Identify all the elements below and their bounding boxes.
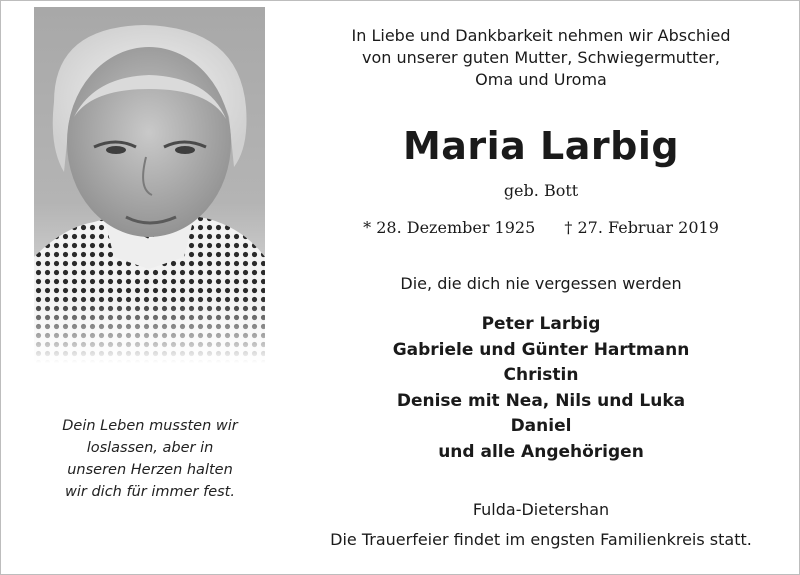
place-name: Fulda-Dietershan [472,500,610,519]
intro-text [291,25,791,91]
intro-line: von unserer guten Mutter, Schwiegermutter, [362,48,720,67]
quote-line: loslassen, aber in [86,440,214,456]
mourner-name: und alle Angehörigen [438,441,644,462]
birth-name: geb. Bott [503,181,579,200]
quote-text [21,415,279,503]
ceremony-note: Die Trauerfeier findet im engsten Familienkreis statt. [330,530,752,549]
birth-date: * 28. Dezember 1925 [363,218,536,237]
life-dates [291,218,791,237]
deceased-name: Maria Larbig [402,124,680,168]
mourners-intro: Die, die dich nie vergessen werden [400,274,682,293]
quote-line: unseren Herzen halten [67,462,233,478]
intro-line: In Liebe und Dankbarkeit nehmen wir Abschied [351,26,731,45]
intro-line: Oma und Uroma [475,70,607,89]
mourners-list [291,312,791,465]
mourner-name: Peter Larbig [481,314,601,334]
quote-line: Dein Leben mussten wir [62,418,238,434]
portrait-photo [34,7,265,363]
mourner-name: Denise mit Nea, Nils und Luka [396,390,686,411]
mourner-name: Gabriele und Günter Hartmann [392,339,690,360]
quote-line: wir dich für immer fest. [65,484,235,500]
mourner-name: Christin [503,365,579,385]
death-date: † 27. Februar 2019 [564,218,719,237]
mourner-name: Daniel [510,416,572,436]
